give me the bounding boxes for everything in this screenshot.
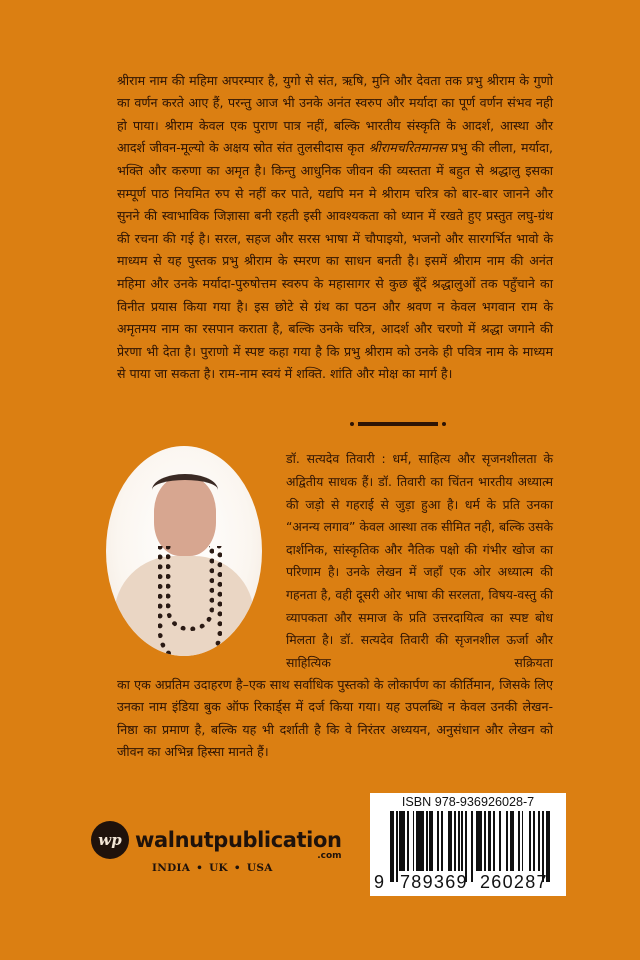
author-bio-top: डॉ. सत्यदेव तिवारी : धर्म, साहित्य और सृजनशीलता के अद्वितीय साधक हैं। डॉ. तिवारी का चिंतन भारतीय अध्यात्म की जड़ो से गहराई से जुड़ा हुआ है। धर्म के प्रति उनका “अनन्य लगाव” केवल आस्था तक सीमित नही, बल्कि उसके दार्शनिक, सांस्कृतिक और नैतिक पक्षो की गंभीर खोज का परिणाम है। उनके लेखन में जहाँ एक ओर अध्यात्म की गहनता है, वही दूसरी ओर भाषा की सरलता, विषय-वस्तु की व्यापकता और समाज के प्रति उत्तरदायित्व का स्पष्ट बोध मिलता है। डॉ. सत्यदेव तिवारी की सृजनशील ऊर्जा और साहित्यिक सक्रियता	[286, 451, 553, 670]
walnut-logo-icon: wp	[91, 821, 129, 859]
publisher-wordmark	[135, 827, 342, 861]
blurb-paragraph	[117, 70, 553, 386]
barcode-digits-left: 789369	[400, 872, 468, 892]
publisher-logo	[91, 821, 342, 859]
section-divider-ornament	[348, 420, 448, 428]
book-title-italic: श्रीरामचरितमानस	[368, 140, 447, 156]
isbn-barcode	[370, 793, 566, 896]
barcode-bar	[416, 811, 424, 871]
barcode-bars	[390, 811, 552, 879]
divider-dot-icon	[350, 422, 354, 426]
divider-dot-icon	[442, 422, 446, 426]
publisher-domain: .com	[317, 851, 342, 861]
photo-rudraksha-mala-inner	[166, 546, 214, 631]
barcode-bar	[550, 811, 552, 871]
isbn-label: ISBN 978-936926028-7	[401, 795, 535, 809]
barcode-digits-right: 260287	[480, 872, 548, 892]
blurb-text-part1: श्रीराम नाम की महिमा अपरम्पार है, युगो से संत, ऋषि, मुनि और देवता तक प्रभु श्रीराम के गुणो का वर्णन करते आए हैं, परन्तु आज भी उनके अनंत स्वरुप और मर्यादा का पूर्ण वर्णन संभव नही हो पाया। श्रीराम केवल एक पुराण पात्र नहीं, बल्कि भारतीय संस्कृति के आदर्श, आस्था और आदर्श जीवन-मूल्यो के अक्षय स्रोत संत तुलसीदास कृत	[117, 72, 553, 156]
blurb-text-part2: प्रभु की लीला, मर्यादा, भक्ति और करुणा का अमृत है। किन्तु आधुनिक जीवन की व्यस्तता में बहुत से श्रद्धालु इसका सम्पूर्ण पाठ नियमित रुप से नहीं कर पाते, यद्यपि मन मे श्रीराम चरित्र को बार-बार जानने और सुनने की स्वाभाविक जिज्ञासा बनी रहती इसी आवश्यकता को ध्यान में रखते हुए प्रस्तुत लघु-ग्रंथ की रचना की गई है। सरल, सहज और सरस भाषा में चौपाइयो, भजनो और सारगर्भित भावो के माध्यम से यह पुस्तक प्रभु श्रीराम के स्मरण का साधन बनती है। इसमें श्रीराम नाम की अनंत महिमा और उनके मर्यादा-पुरुषोत्तम स्वरुप के महासागर से कुछ बूँदें श्रद्धालुओं तक पहुँचाने का विनीत प्रयास किया गया है। इस छोटे से ग्रंथ का पठन और श्रवण न केवल भगवान राम के अमृतमय नाम का रसपान कराता है, बल्कि उनके चरित्र, आदर्श और चरणो में श्रद्धा जगाने की प्रेरणा भी देता है। पुराणो में स्पष्ट कहा गया है कि प्रभु श्रीराम को उनके ही पवित्र नाम के माध्यम से पाया जा सकता है। राम-नाम स्वयं में शक्ति. शांति और मोक्ष का मार्ग है।	[117, 140, 553, 382]
publisher-name: walnutpublication	[135, 828, 342, 852]
divider-bar	[358, 422, 438, 426]
author-photo	[106, 446, 262, 656]
publisher-regions: INDIA • UK • USA	[152, 862, 273, 874]
photo-hair	[152, 474, 218, 506]
author-bio-bottom: का एक अप्रतिम उदाहरण है–एक साथ सर्वाधिक पुस्तको के लोकार्पण का कीर्तिमान, जिसके लिए उनका नाम इंडिया बुक ऑफ रिकार्ड्स में दर्ज किया गया। यह उपलब्धि न केवल उनकी लेखन-निष्ठा का प्रमाण है, बल्कि यह भी दर्शाती है कि वे निरंतर अध्ययन, अनुसंधान और लेखन को जीवन का अभिन्न हिस्सा मानते हैं।	[117, 676, 553, 760]
barcode-digit-first: 9	[374, 872, 385, 892]
barcode-digits	[374, 872, 562, 894]
